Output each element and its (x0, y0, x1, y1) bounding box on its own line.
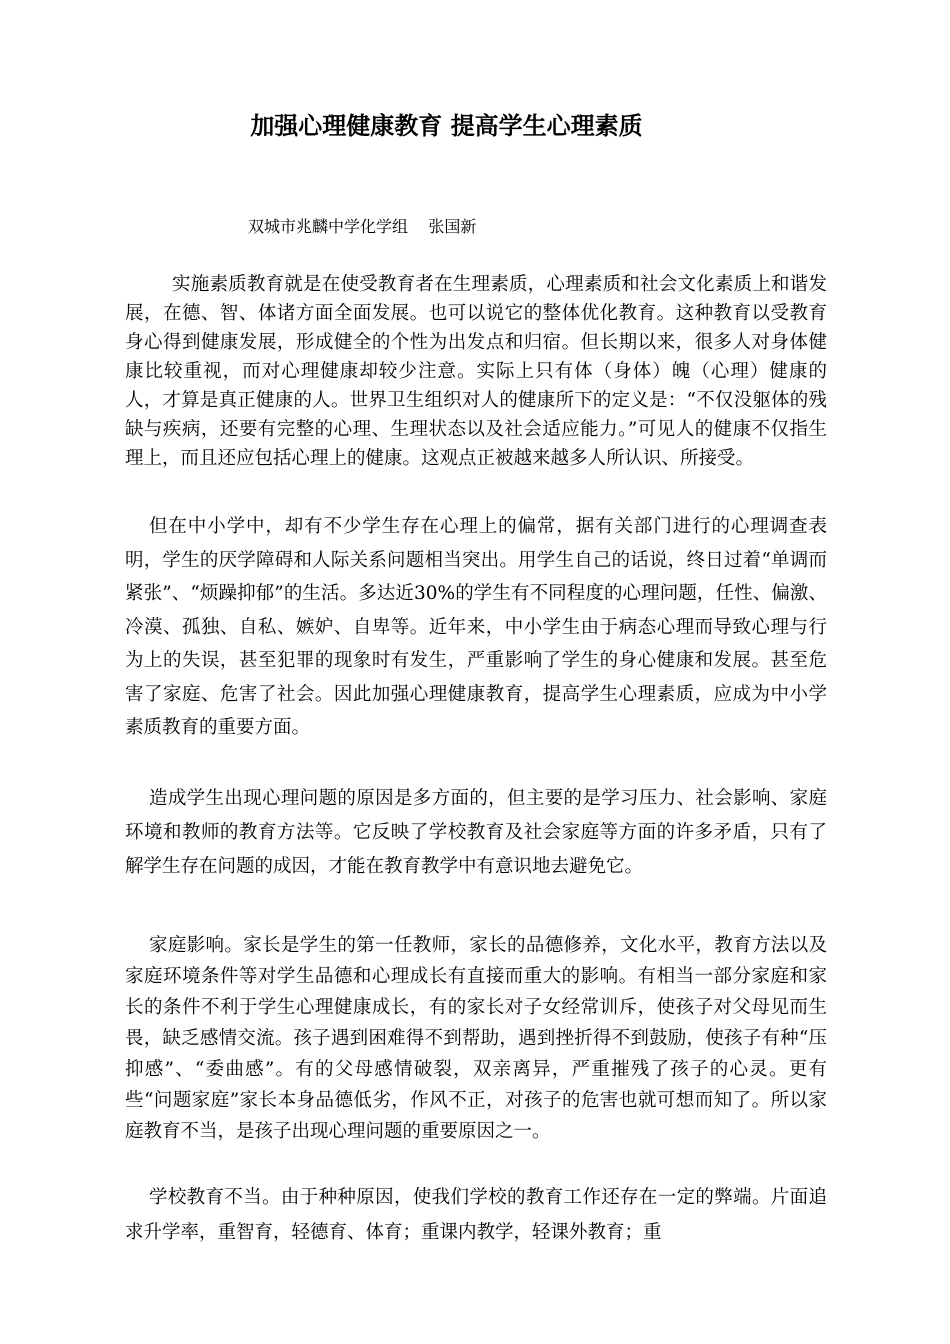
paragraph-1: 实施素质教育就是在使受教育者在生理素质，心理素质和社会文化素质上和谐发展，在德、智、体诸方面全面发展。也可以说它的整体优化教育。这种教育以受教育身心得到健康发展，形成健全的个性为出发点和归宿。但长期以来，很多人对身体健康比较重视，而对心理健康却较少注意。实际上只有体（身体）魄（心理）健康的人，才算是真正健康的人。世界卫生组织对人的健康所下的定义是：“不仅没躯体的残缺与疾病，还要有完整的心理、生理状态以及社会适应能力。”可见人的健康不仅指生理上，而且还应包括心理上的健康。这观点正被越来越多人所认识、所接受。 (125, 274, 827, 469)
paragraph-3: 造成学生出现心理问题的原因是多方面的，但主要的是学习压力、社会影响、家庭环境和教师的教育方法等。它反映了学校教育及社会家庭等方面的许多矛盾，只有了解学生存在问题的成因，才能在教育教学中有意识地去避免它。 (125, 788, 827, 877)
paragraph-5: 学校教育不当。由于种种原因，使我们学校的教育工作还存在一定的弊端。片面追求升学率，重智育，轻德育、体育；重课内教学，轻课外教育；重 (125, 1187, 827, 1243)
paragraph-4: 家庭影响。家长是学生的第一任教师，家长的品德修养，文化水平，教育方法以及家庭环境条件等对学生品德和心理成长有直接而重大的影响。有相当一部分家庭和家长的条件不利于学生心理健康成长，有的家长对子女经常训斥，使孩子对父母见而生畏，缺乏感情交流。孩子遇到困难得不到帮助，遇到挫折得不到鼓励，使孩子有种“压抑感”、“委曲感”。有的父母感情破裂，双亲离异，严重摧残了孩子的心灵。更有些“问题家庭”家长本身品德低劣，作风不正，对孩子的危害也就可想而知了。所以家庭教育不当，是孩子出现心理问题的重要原因之一。 (125, 935, 827, 1142)
author-line: 双城市兆麟中学化学组 张国新 (248, 217, 477, 236)
paragraph-2: 但在中小学中，却有不少学生存在心理上的偏常，据有关部门进行的心理调查表明，学生的厌学障碍和人际关系问题相当突出。用学生自己的话说，终日过着“单调而紧张”、“烦躁抑郁”的生活。多达近30%的学生有不同程度的心理问题，任性、偏激、冷漠、孤独、自私、嫉妒、自卑等。近年来，中小学生由于病态心理而导致心理与行为上的失误，甚至犯罪的现象时有发生，严重影响了学生的身心健康和发展。甚至危害了家庭、危害了社会。因此加强心理健康教育，提高学生心理素质，应成为中小学素质教育的重要方面。 (125, 516, 827, 738)
document-title: 加强心理健康教育 提高学生心理素质 (250, 112, 643, 140)
